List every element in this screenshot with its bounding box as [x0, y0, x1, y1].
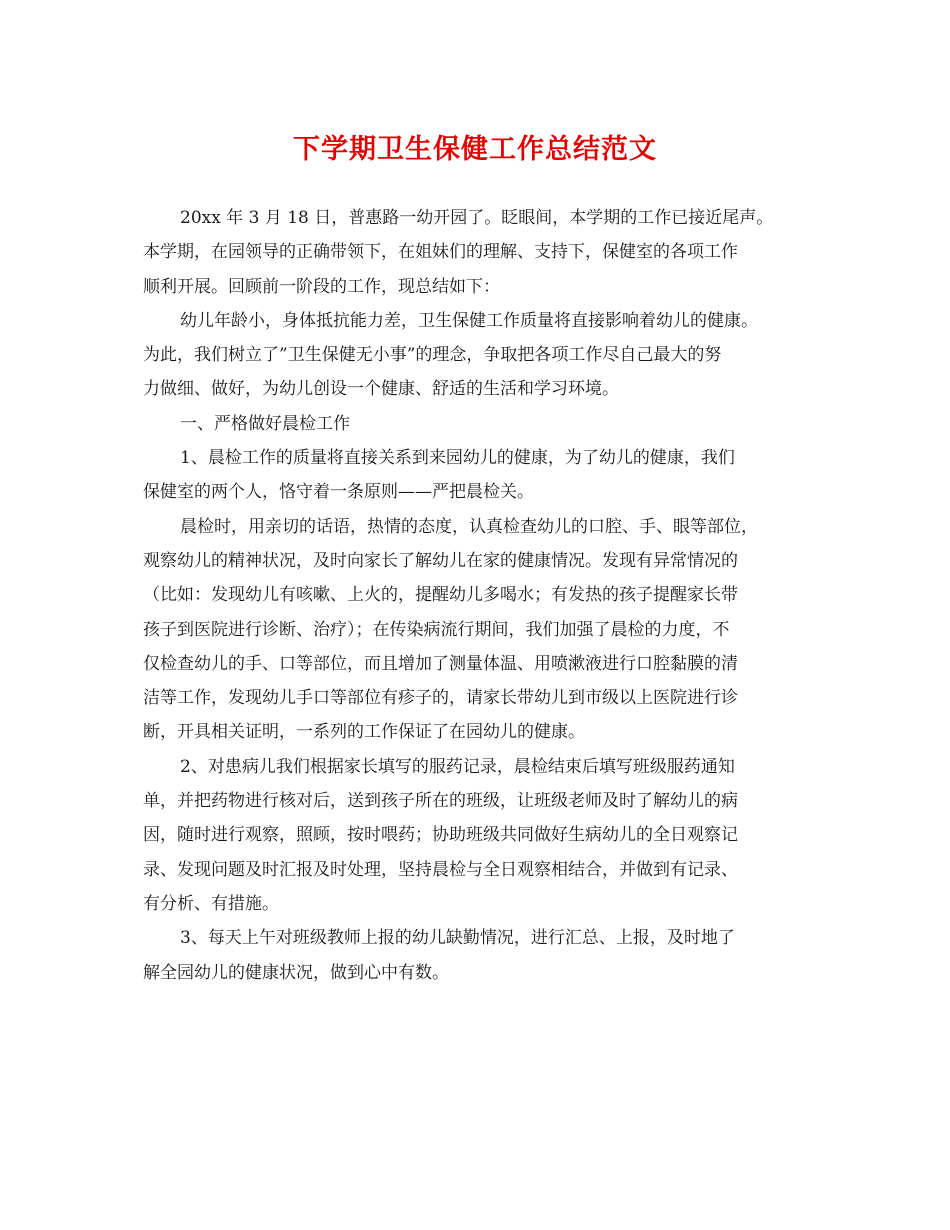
text-line: 仅检查幼儿的手、口等部位，而且增加了测量体温、用喷漱液进行口腔黏膜的清 [143, 653, 738, 674]
text-line: 录、发现问题及时汇报及时处理，坚持晨检与全日观察相结合，并做到有记录、 [143, 859, 738, 880]
text-line: 晨检时，用亲切的话语，热情的态度，认真检查幼儿的口腔、手、眼等部位， [180, 516, 758, 537]
text-line: 观察幼儿的精神状况，及时向家长了解幼儿在家的健康情况。发现有异常情况的 [143, 550, 738, 571]
text-line: 洁等工作，发现幼儿手口等部位有疹子的，请家长带幼儿到市级以上医院进行诊 [143, 688, 738, 709]
text-line: 解全园幼儿的健康状况，做到心中有数。 [143, 962, 449, 983]
text-line: 为此，我们树立了”卫生保健无小事”的理念，争取把各项工作尽自己最大的努 [143, 345, 722, 366]
text-line: 有分析、有措施。 [143, 893, 279, 914]
text-line: 本学期，在园领导的正确带领下，在姐妹们的理解、支持下，保健室的各项工作 [143, 242, 738, 263]
section-heading: 一、严格做好晨检工作 [180, 413, 350, 434]
text-line: 顺利开展。回顾前一阶段的工作，现总结如下： [143, 276, 500, 297]
text-line: 保健室的两个人，恪守着一条原则——严把晨检关。 [143, 482, 534, 503]
document-body [143, 201, 803, 990]
text-line: 孩子到医院进行诊断、治疗）；在传染病流行期间，我们加强了晨检的力度，不 [143, 619, 730, 640]
document-title: 下学期卫生保健工作总结范文 [293, 134, 657, 165]
text-line: 3、每天上午对班级教师上报的幼儿缺勤情况，进行汇总、上报，及时地了 [180, 928, 735, 949]
text-line: 单，并把药物进行核对后，送到孩子所在的班级，让班级老师及时了解幼儿的病 [143, 791, 738, 812]
text-line: （比如：发现幼儿有咳嗽、上火的，提醒幼儿多喝水；有发热的孩子提醒家长带 [143, 585, 738, 606]
text-line: 因，随时进行观察，照顾，按时喂药；协助班级共同做好生病幼儿的全日观察记 [143, 825, 738, 846]
text-line: 力做细、做好，为幼儿创设一个健康、舒适的生活和学习环境。 [143, 379, 619, 400]
text-line: 断，开具相关证明，一系列的工作保证了在园幼儿的健康。 [143, 722, 585, 743]
text-line: 1、晨检工作的质量将直接关系到来园幼儿的健康，为了幼儿的健康，我们 [180, 448, 735, 469]
text-line: 幼儿年龄小，身体抵抗能力差，卫生保健工作质量将直接影响着幼儿的健康。 [180, 310, 758, 331]
text-line: 2、对患病儿我们根据家长填写的服药记录，晨检结束后填写班级服药通知 [180, 756, 735, 777]
text-line: 20xx 年 3 月 18 日，普惠路一幼开园了。眨眼间，本学期的工作已接近尾声。 [180, 208, 774, 228]
